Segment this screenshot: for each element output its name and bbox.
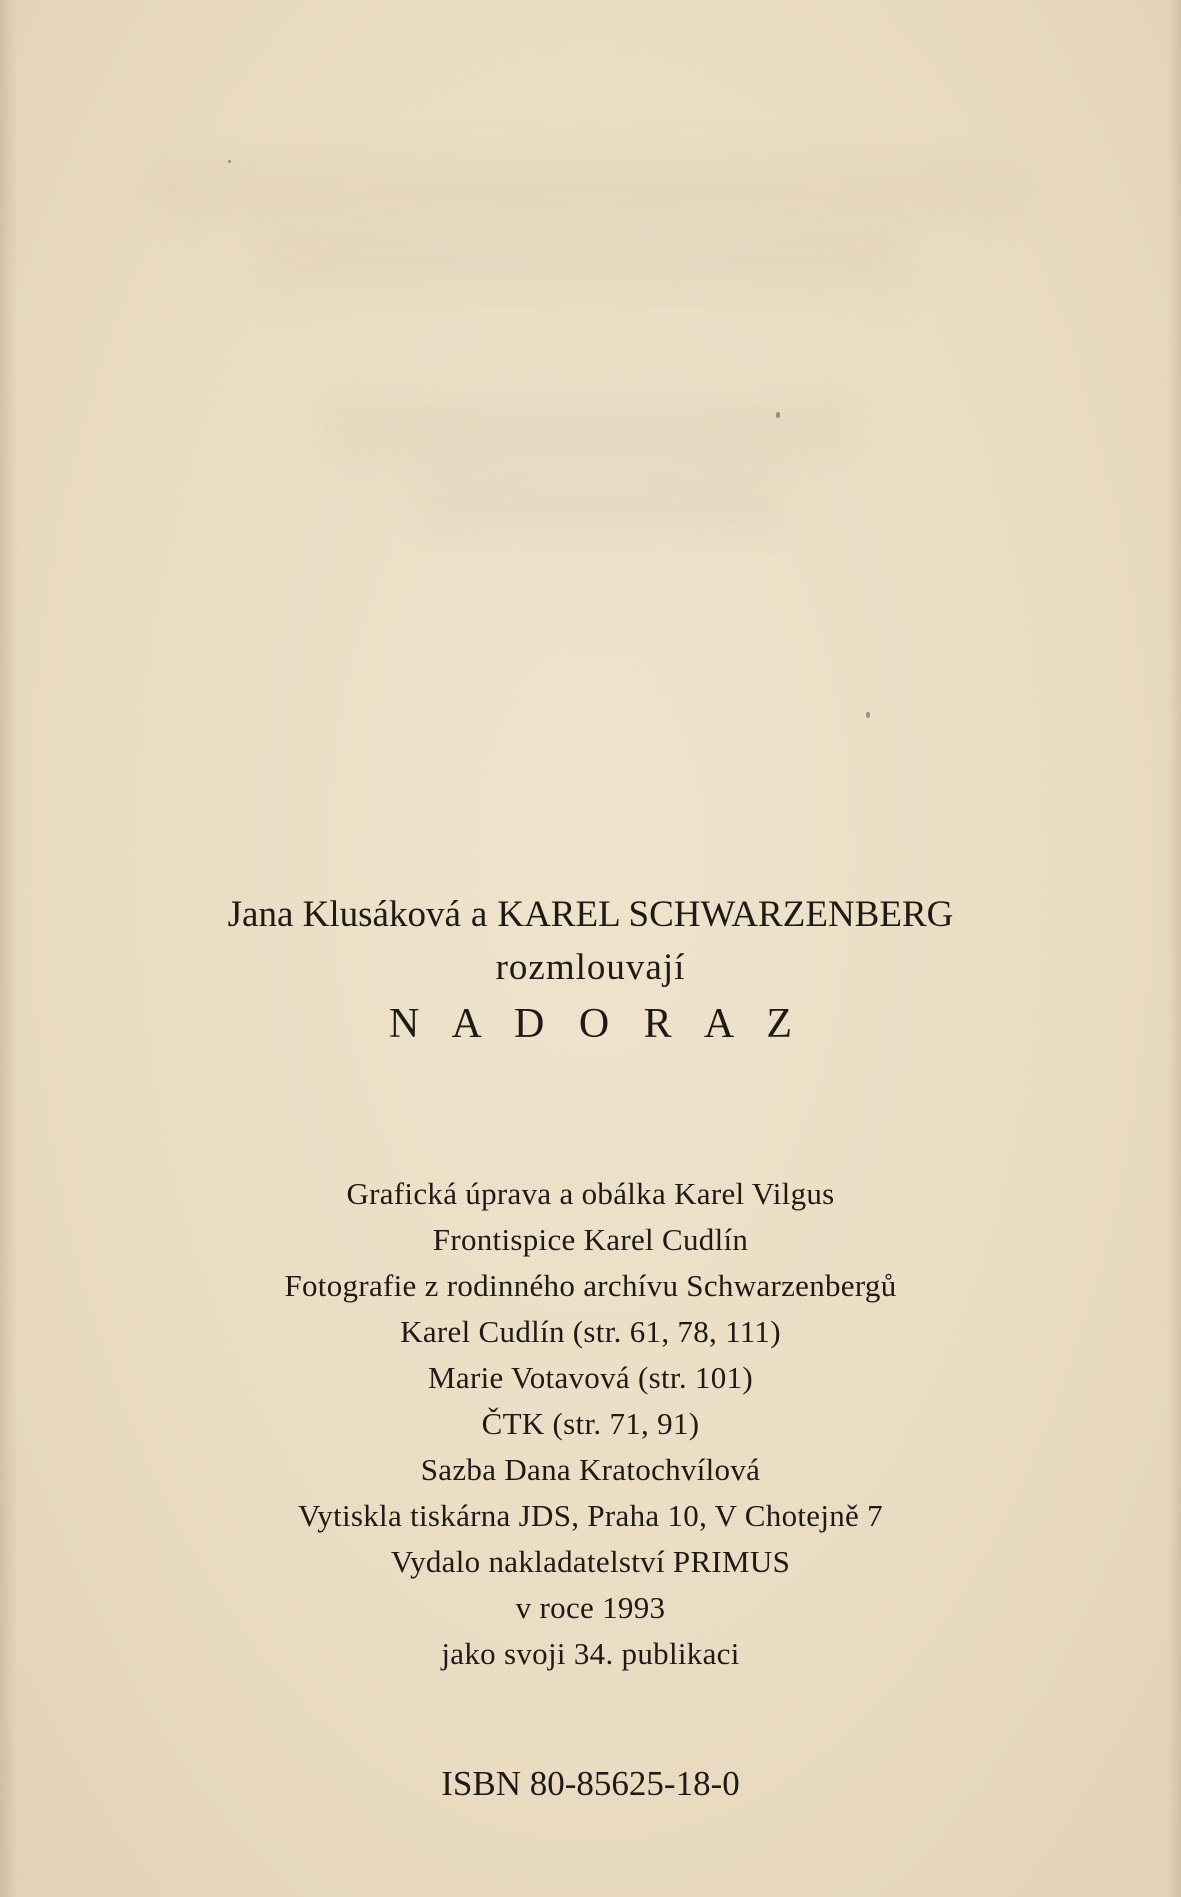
show-through-text-ghost <box>420 470 780 530</box>
credit-line: v roce 1993 <box>515 1590 666 1625</box>
paper-speck <box>776 412 780 418</box>
credit-line: jako svoji 34. publikaci <box>441 1636 740 1671</box>
credit-line: Vytiskla tiskárna JDS, Praha 10, V Chotejně 7 <box>298 1498 883 1533</box>
credit-line: Marie Votavová (str. 101) <box>428 1360 753 1395</box>
credit-line: Grafická úprava a obálka Karel Vilgus <box>346 1176 835 1211</box>
credit-line: Vydalo nakladatelství PRIMUS <box>390 1544 791 1579</box>
isbn-number: ISBN 80-85625-18-0 <box>441 1764 740 1803</box>
credit-line: Karel Cudlín (str. 61, 78, 111) <box>400 1314 781 1349</box>
credit-line: Fotografie z rodinného archívu Schwarzenbergů <box>284 1268 897 1303</box>
show-through-text-ghost <box>330 400 850 460</box>
paper-speck <box>866 712 870 718</box>
credit-line: Sazba Dana Kratochvílová <box>420 1452 761 1487</box>
interviewer-name: Jana Klusáková <box>227 894 461 935</box>
credit-line: Frontispice Karel Cudlín <box>432 1222 749 1257</box>
book-title: N A D O R A Z <box>388 1001 805 1047</box>
author-line <box>0 896 1181 933</box>
conjunction: a <box>470 894 488 935</box>
credit-line: ČTK (str. 71, 91) <box>481 1406 700 1441</box>
interviewee-name: KAREL SCHWARZENBERG <box>497 894 954 935</box>
show-through-text-ghost <box>150 160 1030 220</box>
show-through-text-ghost <box>260 230 910 290</box>
verb-line: rozmlouvají <box>495 947 686 988</box>
paper-speck <box>228 160 231 163</box>
